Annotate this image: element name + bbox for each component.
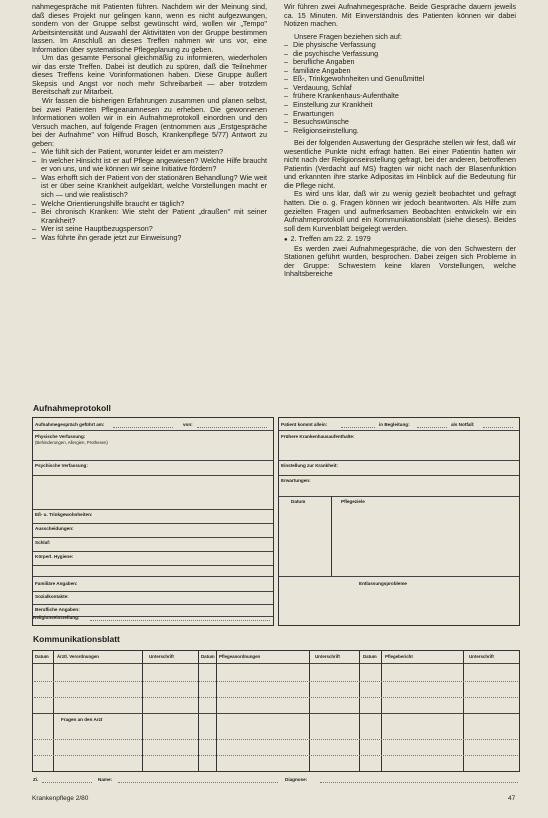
paragraph: Wir fassen die bisherigen Erfahrungen zusammen und planen selbst, bei zwei Patienten Pflegeanamnesen zu erheben. Die gewonnenen Informationen wollen wir in ein Aufnahmeprotokoll einordnen und den Versuch machen, auf folgende Fragen (entnommen aus „Erstgespräche bei der Aufnahme" von Hilfrud Bosch, Krankenpflege 5/77) Antwort zu geben: — [32, 96, 267, 148]
form-label: Patient kommt allein: — [281, 422, 328, 427]
paragraph: Wir führen zwei Aufnahmegespräche. Beide Gespräche dauern jeweils ca. 15 Minuten. Mit Einverständnis des Patienten können wir dabei Notizen machen. — [284, 2, 516, 29]
list-item: – In welcher Hinsicht ist er auf Pflege angewiesen? Welche Hilfe braucht er von uns, und wie können wir seine Initiative fördern? — [32, 157, 267, 174]
table-header: Unterschrift — [315, 654, 340, 659]
list-item: – Was führte ihn gerade jetzt zur Einweisung? — [32, 234, 267, 243]
form-label: Pflegeziele — [341, 499, 365, 504]
table-header: Datum — [363, 654, 377, 659]
protocol-title: Aufnahmeprotokoll — [33, 403, 111, 413]
form-label: Einstellung zur Krankheit: — [281, 463, 338, 468]
table-header: Datum — [201, 654, 215, 659]
form-label: Eß- u. Trinkgewohnheiten: — [35, 512, 93, 517]
protocol-right-form — [278, 417, 520, 626]
right-text-column — [284, 3, 516, 279]
list-item: – frühere Krankenhaus-Aufenthalte — [284, 92, 516, 101]
list-item: – Einstellung zur Krankheit — [284, 101, 516, 110]
list-item: – Welche Orientierungshilfe braucht er täglich? — [32, 200, 267, 209]
table-header: Ärztl. Verordnungen — [57, 654, 99, 659]
form-label: Zi. — [33, 777, 39, 782]
footer-source: Krankenpflege 2/80 — [32, 795, 89, 802]
list-item: – Wie fühlt sich der Patient, worunter leidet er am meisten? — [32, 148, 267, 157]
list-item: – Bei chronisch Kranken: Wie steht der Patient „draußen" mit seiner Krankheit? — [32, 208, 267, 225]
form-label: Entlassungsprobleme — [359, 581, 407, 586]
protocol-left-form — [32, 417, 274, 626]
paragraph: Bei der folgenden Auswertung der Gespräche stellen wir fest, daß wir wesentliche Punkte nicht erfragt hatten. Bei einer Patientin hatten wir nicht nach der Religionseinstellung gefragt, bei der anderen, betroffenen Patientin (Verdacht auf MS) fragten wir nicht nach der Blasenfunktion und erkannten ihre starke Adipositas im Hinblick auf die Bedeutung für die Pflege nicht. — [284, 138, 516, 190]
page-number: 47 — [508, 795, 516, 802]
list-item: – Eß-, Trinkgewohnheiten und Genußmittel — [284, 75, 516, 84]
list-item: – Was erhofft sich der Patient von der stationären Behandlung? Wie weit ist er über seine Krankheit aufgeklärt, welche Vorstellungen macht er sich — und wie realistisch? — [32, 174, 267, 200]
list-item: – Verdauung, Schlaf — [284, 84, 516, 93]
paragraph: nahmegespräche mit Patienten führen. Nachdem wir der Meinung sind, daß dieses Projekt nur gelingen kann, wenn es nicht aufgezwungen, sondern von der Gruppe selbst gewünscht wird, wollen wir „Tempo" Arbeitsintensität und Auswahl der Aktivitäten von der Gruppe bestimmen lassen. Im Anschluß an dieses Treffen nahmen wir uns vor, eine Information über systematische Pflegeplanung zu geben. — [32, 2, 267, 54]
form-label: Physische Verfassung: — [35, 434, 86, 439]
form-label: Fragen an den Arzt — [61, 717, 103, 722]
list-item: – Erwartungen — [284, 110, 516, 119]
table-header: Pflegeanordnungen — [219, 654, 261, 659]
form-label: Erwartungen: — [281, 478, 311, 483]
paragraph: Es wird uns klar, daß wir zu wenig gezielt beobachtet und gefragt hatten. Die o. g. Fragen können wir jedoch beantworten. Als Hilfe zum gezielten Fragen und aufmerksamen Beobachten entwickeln wir ein Aufnahmeprotokoll und ein Kommunikationsblatt (siehe dieses). Beides soll dem Kurvenblatt beigelegt werden. — [284, 189, 516, 233]
form-label: Psychische Verfassung: — [35, 463, 88, 468]
form-label: von: — [183, 422, 193, 427]
topic-list — [284, 41, 516, 135]
form-label: Sozialkontakte: — [35, 594, 69, 599]
form-label: Schlaf: — [35, 540, 51, 545]
list-item: – Wer ist seine Hauptbezugsperson? — [32, 225, 267, 234]
form-label: Datum — [291, 499, 306, 504]
form-label: Familiäre Angaben: — [35, 581, 78, 586]
list-item: – familiäre Angaben — [284, 67, 516, 76]
form-label: Ausscheidungen: — [35, 526, 74, 531]
table-header: Unterschrift — [469, 654, 494, 659]
question-list — [32, 148, 267, 242]
form-label: Diagnose: — [285, 777, 308, 782]
list-item: – Religionseinstellung. — [284, 127, 516, 136]
paragraph: Unsere Fragen beziehen sich auf: — [294, 31, 402, 41]
table-header: Datum — [35, 654, 49, 659]
table-header: Pflegebericht — [385, 654, 413, 659]
section-heading: ● 2. Treffen am 22. 2. 1979 — [284, 235, 516, 245]
form-label: Berufliche Angaben: — [35, 607, 80, 612]
table-header: Unterschrift — [149, 654, 174, 659]
form-label: Aufnahmegespräch geführt am: — [35, 422, 105, 427]
list-item: – Besuchswünsche — [284, 118, 516, 127]
list-item: – die psychische Verfassung — [284, 50, 516, 59]
form-label: in Begleitung: — [379, 422, 410, 427]
form-label: als Notfall: — [451, 422, 475, 427]
left-text-column — [32, 3, 267, 242]
paragraph: Es werden zwei Aufnahmegespräche, die von den Schwestern der Stationen geführt wurden, besprochen. Dabei zeigen sich Probleme in der Gruppe: Schwestern keine klaren Vorstellungen, welche Inhaltsbereiche — [284, 243, 516, 279]
list-item: – berufliche Angaben — [284, 58, 516, 67]
comm-table — [32, 650, 520, 772]
comm-title: Kommunikationsblatt — [33, 634, 120, 644]
form-sublabel: (Behinderungen, Allergien, Prothesen) — [35, 440, 108, 445]
form-label: Frühere Krankenhausaufenthalte: — [281, 434, 355, 439]
form-label: Name: — [98, 777, 113, 782]
form-label: Religionseinstellung: — [33, 615, 80, 620]
list-item: – Die physische Verfassung — [284, 41, 516, 50]
paragraph: Um das gesamte Personal gleichmäßig zu informieren, wiederholen wir das erste Treffen. Dabei ist deutlich zu spüren, daß die Teilnehmer dieses Treffens keine Vorinformationen haben. Diese Gruppe äußert Skepsis und Angst vor noch mehr Schreibarbeit — aber trotzdem Bereitschaft zur Mitarbeit. — [32, 53, 267, 97]
form-label: Körperl. Hygiene: — [35, 554, 74, 559]
